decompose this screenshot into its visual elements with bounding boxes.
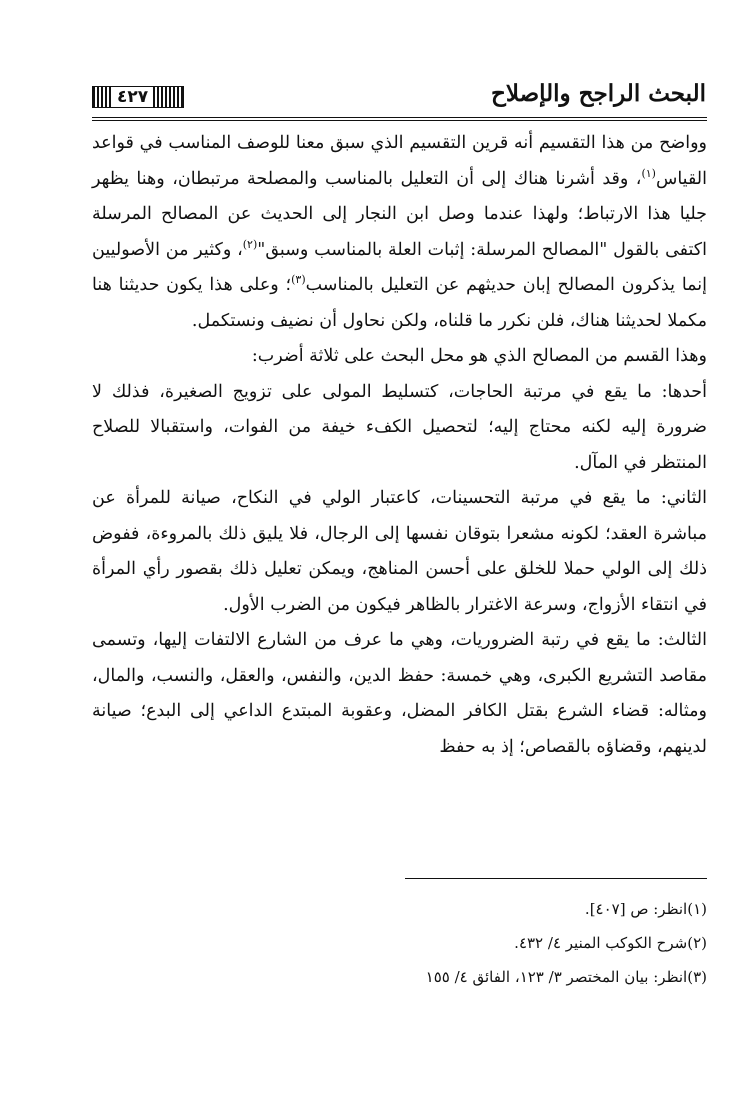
page-header <box>92 78 706 114</box>
footnote-1: (١)انظر: ص [٤٠٧]. <box>584 900 707 918</box>
paragraph-1 <box>92 126 707 339</box>
footnote-ref-1: (١) <box>641 166 656 180</box>
paragraph-3: أحدها: ما يقع في مرتبة الحاجات، كتسليط المولى على تزويج الصغيرة، فذلك لا ضرورة إليه لكنه محتاج إليه؛ لتحصيل الكفء خيفة من الفوات، واستقبالا للصلاح المنتظر في المآل. <box>92 381 707 473</box>
paragraph-4: الثاني: ما يقع في مرتبة التحسينات، كاعتبار الولي في النكاح، صيانة للمرأة عن مباشرة العقد؛ لكونه مشعرا بتوقان نفسها إلى الرجال، فلا يليق ذلك بالمروءة، ففوض ذلك إلى الولي حملا للخلق على أحسن المناهج، ويمكن تعليل ذلك بقصور رأي المرأة في انتقاء الأزواج، وسرعة الاغترار بالظاهر فيكون من الضرب الأول. <box>92 488 707 615</box>
paragraph-5: الثالث: ما يقع في رتبة الضروريات، وهي ما عرف من الشارع الالتفات إليها، وتسمى مقاصد التشريع الكبرى، وهي خمسة: حفظ الدين، والنفس، والعقل، والنسب، والمال، ومثاله: قضاء الشرع بقتل الكافر المضل، وعقوبة المبتدع الداعي إلى البدع؛ صيانة لدينهم، وقضاؤه بالقصاص؛ إذ به حفظ <box>92 630 707 757</box>
paragraph-2: وهذا القسم من المصالح الذي هو محل البحث على ثلاثة أضرب: <box>251 346 707 366</box>
footnote-separator <box>405 878 707 879</box>
running-title: البحث الراجح والإصلاح <box>491 80 706 107</box>
main-text <box>92 126 707 765</box>
footnotes <box>92 892 707 994</box>
header-rule <box>92 117 707 121</box>
paragraph-1-text-c: ، وكثير من الأصوليين إنما يذكرون المصالح إبان حديثهم عن التعليل بالمناسب <box>92 239 707 295</box>
footnote-ref-3: (٣) <box>291 273 306 287</box>
paragraph-1-text-b: ، وقد أشرنا هناك إلى أن التعليل بالمناسب والمصلحة مرتبطان، وهنا يظهر جليا هذا الارتباط؛ ولهذا عندما وصل ابن النجار إلى الحديث عن المصالح المرسلة اكتفى بالقول "المصالح المرسلة: إثبات العلة بالمناسب وسبق" <box>92 168 707 260</box>
paragraph-1-text-d: ؛ وعلى هذا يكون حديثنا هنا مكملا لحديثنا هناك، فلن نكرر ما قلناه، ولكن نحاول أن نضيف ونستكمل. <box>92 275 707 331</box>
footnote-2: (٢)شرح الكوكب المنير ٤/ ٤٣٢. <box>514 934 707 952</box>
footnote-ref-2: (٢) <box>242 237 258 251</box>
page-number: ٤٢٧ <box>113 87 152 107</box>
page-number-box <box>92 86 184 108</box>
paragraph-1-text-a: وواضح من هذا التقسيم أنه قرين التقسيم الذي سبق معنا للوصف المناسب في قواعد القياس <box>92 133 707 189</box>
footnote-3: (٣)انظر: بيان المختصر ٣/ ١٢٣، الفائق ٤/ ١٥٥ <box>425 968 707 986</box>
